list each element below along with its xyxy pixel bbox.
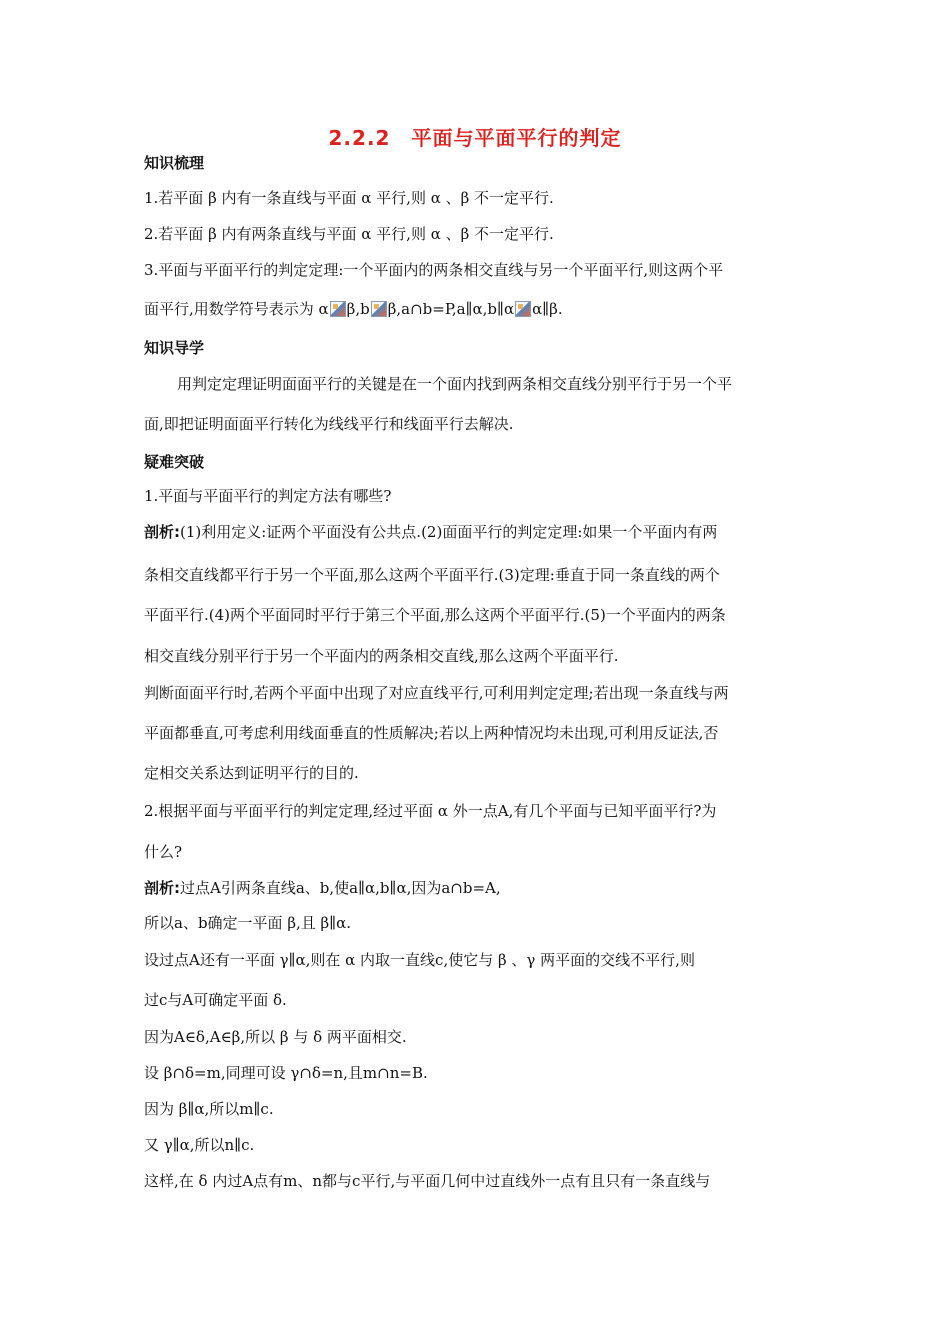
paragraph-line: 用判定定理证明面面平行的关键是在一个面内找到两条相交直线分别平行于另一个平: [177, 375, 733, 393]
question-line: 1.平面与平面平行的判定方法有哪些?: [144, 487, 392, 505]
broken-image-icon: [371, 301, 387, 317]
paragraph-line: 平面都垂直,可考虑利用线面垂直的性质解决;若以上两种情况均未出现,可利用反证法,否: [144, 724, 719, 742]
paragraph-line: 1.若平面 β 内有一条直线与平面 α 平行,则 α 、β 不一定平行.: [144, 189, 554, 207]
paragraph-line: 面,即把证明面面平行转化为线线平行和线面平行去解决.: [144, 415, 514, 433]
text-fragment: (1)利用定义:证两个平面没有公共点.(2)面面平行的判定定理:如果一个平面内有两: [180, 523, 718, 541]
text-fragment: α∥β.: [532, 300, 563, 318]
paragraph-line: 过c与A可确定平面 δ.: [144, 991, 287, 1009]
analysis-label: 剖析:: [144, 523, 180, 541]
paragraph-line: 设过点A还有一平面 γ∥α,则在 α 内取一直线c,使它与 β 、γ 两平面的交线不平行,则: [144, 951, 695, 969]
paragraph-line: 3.平面与平面平行的判定定理:一个平面内的两条相交直线与另一个平面平行,则这两个平: [144, 261, 724, 279]
paragraph-line: 条相交直线都平行于另一个平面,那么这两个平面平行.(3)定理:垂直于同一条直线的两个: [144, 566, 720, 584]
broken-image-icon: [330, 301, 346, 317]
paragraph-line: 相交直线分别平行于另一个平面内的两条相交直线,那么这两个平面平行.: [144, 647, 619, 665]
paragraph-line-with-symbols: [144, 299, 809, 319]
text-fragment: 过点A引两条直线a、b,使a∥α,b∥α,因为a∩b=A,: [180, 879, 501, 897]
section-heading-difficulties: 疑难突破: [144, 453, 205, 471]
paragraph-line: 又 γ∥α,所以n∥c.: [144, 1136, 255, 1154]
paragraph-line: 定相交关系达到证明平行的目的.: [144, 764, 359, 782]
paragraph-line: 因为A∈δ,A∈β,所以 β 与 δ 两平面相交.: [144, 1028, 407, 1046]
paragraph-line: [144, 878, 809, 898]
paragraph-line: 这样,在 δ 内过A点有m、n都与c平行,与平面几何中过直线外一点有且只有一条直线与: [144, 1172, 711, 1190]
paragraph-line: 2.若平面 β 内有两条直线与平面 α 平行,则 α 、β 不一定平行.: [144, 225, 554, 243]
analysis-label: 剖析:: [144, 879, 180, 897]
section-heading-knowledge-guide: 知识导学: [144, 339, 205, 357]
paragraph-line: 平面平行.(4)两个平面同时平行于第三个平面,那么这两个平面平行.(5)一个平面内的两条: [144, 606, 726, 624]
question-line: 什么?: [144, 843, 183, 861]
text-fragment: β,a∩b=P,a∥α,b∥α: [387, 300, 515, 318]
question-line: 2.根据平面与平面平行的判定定理,经过平面 α 外一点A,有几个平面与已知平面平行?为: [144, 802, 717, 820]
paragraph-line: 因为 β∥α,所以m∥c.: [144, 1100, 274, 1118]
section-heading-knowledge-review: 知识梳理: [144, 154, 205, 172]
paragraph-line: 设 β∩δ=m,同理可设 γ∩δ=n,且m∩n=B.: [144, 1064, 428, 1082]
paragraph-line: 判断面面平行时,若两个平面中出现了对应直线平行,可利用判定定理;若出现一条直线与两: [144, 684, 729, 702]
paragraph-line: 所以a、b确定一平面 β,且 β∥α.: [144, 914, 352, 932]
text-fragment: 面平行,用数学符号表示为 α: [144, 300, 329, 318]
broken-image-icon: [515, 301, 531, 317]
page-title: 2.2.2 平面与平面平行的判定: [328, 126, 622, 150]
text-fragment: β,b: [346, 300, 370, 318]
paragraph-line: [144, 522, 809, 542]
